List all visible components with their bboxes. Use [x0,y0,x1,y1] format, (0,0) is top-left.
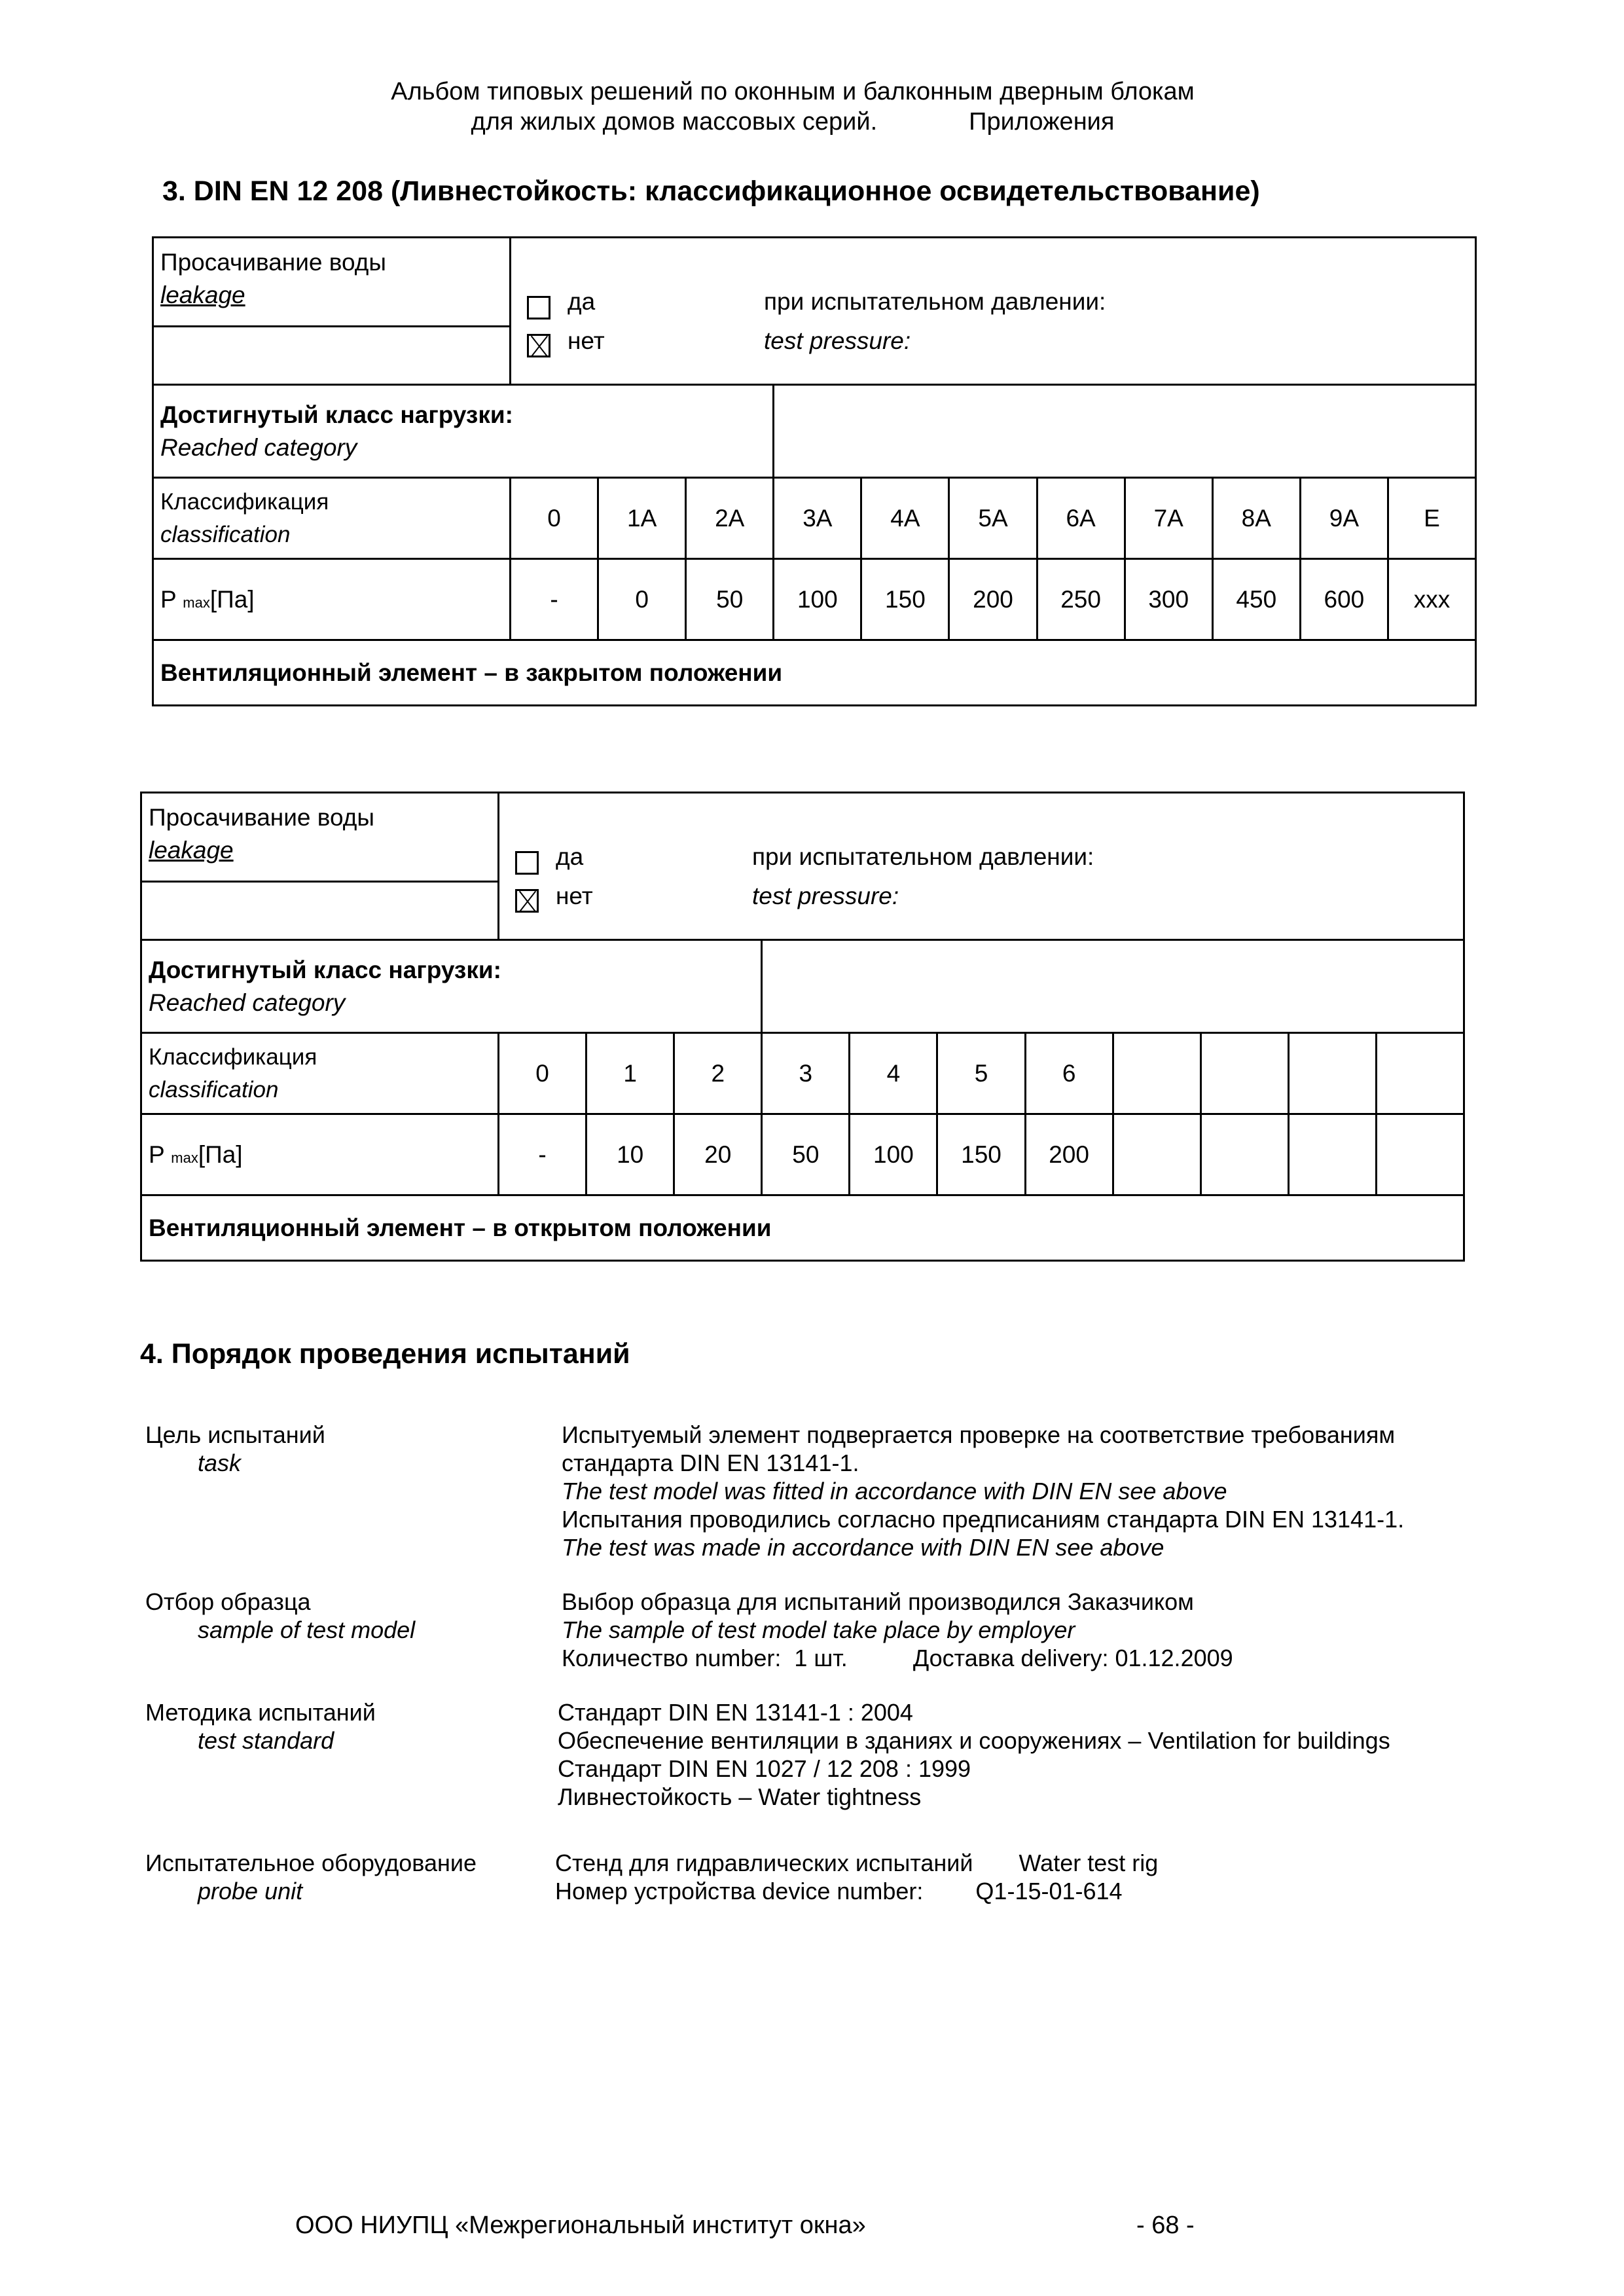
leakage-en: leakage [149,837,234,864]
pmax-cell [1200,1114,1288,1195]
description-line: Обеспечение вентиляции в зданиях и сооружениях – Ventilation for buildings [558,1727,1390,1754]
pmax-cell: 20 [674,1114,762,1195]
pmax-label [153,559,511,640]
procedure-label-en: probe unit [198,1878,303,1904]
pmax-cell: 50 [762,1114,850,1195]
pmax-unit: [Па] [209,585,255,613]
classification-cell: 2 [674,1033,762,1114]
pmax-subscript: max [171,1149,198,1166]
page-number: - 68 - [1136,2212,1195,2239]
description-line: Количество number: 1 шт. Доставка delivery: 01.12.2009 [562,1645,1233,1671]
leakage-options-cell [511,238,1476,385]
classification-cell [1113,1033,1200,1114]
reached-category-value [774,385,1476,478]
pmax-symbol: P [160,585,177,613]
leakage-ru: Просачивание воды [149,804,374,831]
header-line-2 [0,107,1585,137]
pmax-label [141,1114,499,1195]
leakage-label-cell [141,793,499,940]
pmax-cell [1288,1114,1376,1195]
classification-cell [1376,1033,1464,1114]
procedure-description [562,1421,1404,1561]
pmax-cell [1376,1114,1464,1195]
classification-cell: 2A [686,478,774,559]
classification-cell [1200,1033,1288,1114]
classification-label [141,1033,499,1114]
description-line: The sample of test model take place by employer [562,1616,1075,1643]
classification-cell: 6A [1037,478,1125,559]
header-line-1: Альбом типовых решений по оконным и балконным дверным блокам [391,78,1195,105]
classification-label [153,478,511,559]
footer-organization: ООО НИУПЦ «Межрегиональный институт окна» [295,2212,866,2239]
leakage-options-cell [499,793,1464,940]
classification-cell [1288,1033,1376,1114]
pmax-cell: 10 [586,1114,674,1195]
classification-row [153,478,1476,559]
leakage-en: leakage [160,282,245,308]
checkbox-yes[interactable] [515,851,539,875]
pmax-cell: 450 [1212,559,1300,640]
reached-category-value [762,940,1464,1033]
pmax-row [141,1114,1464,1195]
reached-en: Reached category [160,433,357,461]
leakage-ru: Просачивание воды [160,249,386,276]
procedure-label-ru: Отбор образца [145,1588,311,1615]
classification-cell: 7A [1125,478,1212,559]
no-label: нет [568,327,605,354]
header-series: для жилых домов массовых серий. [471,108,878,136]
procedure-label [145,1849,477,1905]
classification-en: classification [149,1076,279,1102]
checkbox-no[interactable] [515,889,539,913]
pressure-en: test pressure: [764,327,911,354]
leakage-label [142,793,497,883]
reached-en: Reached category [149,989,346,1016]
classification-cell: 3 [762,1033,850,1114]
pmax-cell: - [499,1114,586,1195]
leakage-label-cell [153,238,511,385]
pmax-symbol: P [149,1140,165,1168]
yes-label: да [568,288,596,315]
leakage-table-1 [152,236,1477,706]
description-line: стандарта DIN EN 13141-1. [562,1449,859,1476]
classification-ru: Классификация [160,488,329,515]
pmax-cell: 150 [937,1114,1025,1195]
pmax-cell: 50 [686,559,774,640]
classification-cell: 0 [511,478,598,559]
classification-cell: 9A [1300,478,1388,559]
classification-cell: 0 [499,1033,586,1114]
pmax-cell [1113,1114,1200,1195]
procedure-label-en: test standard [198,1727,334,1754]
procedure-label-en: sample of test model [198,1616,416,1643]
classification-cell: 4 [850,1033,937,1114]
pmax-cell: 0 [598,559,686,640]
leakage-table-2 [140,792,1465,1262]
description-line: Номер устройства device number: Q1-15-01-614 [555,1878,1123,1904]
classification-cell: E [1388,478,1475,559]
no-label: нет [556,883,593,909]
procedure-description [562,1588,1233,1672]
pmax-cell: 600 [1300,559,1388,640]
reached-ru: Достигнутый класс нагрузки: [160,401,513,428]
procedure-label [145,1698,376,1755]
pressure-ru: при испытательном давлении: [764,288,1106,315]
classification-cell: 5 [937,1033,1025,1114]
pressure-en: test pressure: [752,883,899,909]
leakage-row [141,793,1464,940]
description-line: Испытания проводились согласно предписаниям стандарта DIN EN 13141-1. [562,1506,1405,1533]
reached-category-label [141,940,762,1033]
classification-en: classification [160,521,291,547]
pmax-cell: 150 [861,559,949,640]
classification-row [141,1033,1464,1114]
pmax-subscript: max [183,594,210,611]
vent-row [153,640,1476,706]
reached-category-row [141,940,1464,1033]
classification-cell: 3A [774,478,861,559]
pmax-unit: [Па] [198,1140,243,1168]
classification-ru: Классификация [149,1044,317,1070]
classification-cell: 1A [598,478,686,559]
classification-cell: 8A [1212,478,1300,559]
pmax-cell: 200 [949,559,1037,640]
reached-category-row [153,385,1476,478]
procedure-label-ru: Испытательное оборудование [145,1850,477,1876]
classification-cell: 6 [1025,1033,1113,1114]
reached-category-label [153,385,774,478]
description-line: The test was made in accordance with DIN EN see above [562,1534,1164,1561]
description-line: Стандарт DIN EN 13141-1 : 2004 [558,1699,913,1726]
pmax-row [153,559,1476,640]
pmax-cell: 300 [1125,559,1212,640]
checkbox-yes[interactable] [527,296,550,319]
procedure-description [558,1698,1390,1811]
checkbox-no[interactable] [527,334,550,357]
pmax-cell: 100 [850,1114,937,1195]
vent-position-label: Вентиляционный элемент – в закрытом положении [153,640,1476,706]
description-line: Ливнестойкость – Water tightness [558,1783,922,1810]
classification-cell: 1 [586,1033,674,1114]
leakage-row [153,238,1476,385]
description-line: The test model was fitted in accordance with DIN EN see above [562,1478,1227,1504]
classification-cell: 4A [861,478,949,559]
section-3-title: 3. DIN EN 12 208 (Ливнестойкость: классификационное освидетельствование) [162,175,1260,207]
pmax-cell: - [511,559,598,640]
vent-position-label: Вентиляционный элемент – в открытом положении [141,1195,1464,1261]
description-line: Испытуемый элемент подвергается проверке на соответствие требованиям [562,1421,1396,1448]
pmax-cell: xxx [1388,559,1475,640]
vent-row [141,1195,1464,1261]
procedure-label-ru: Методика испытаний [145,1699,376,1726]
procedure-description [555,1849,1158,1905]
procedure-label [145,1588,415,1644]
pmax-cell: 200 [1025,1114,1113,1195]
leakage-label [154,238,509,327]
yes-label: да [556,843,584,870]
classification-cell: 5A [949,478,1037,559]
procedure-label [145,1421,325,1477]
procedure-label-en: task [198,1449,242,1476]
reached-ru: Достигнутый класс нагрузки: [149,956,501,983]
section-4-title: 4. Порядок проведения испытаний [140,1338,630,1370]
description-line: Выбор образца для испытаний производился Заказчиком [562,1588,1194,1615]
pmax-cell: 250 [1037,559,1125,640]
pmax-cell: 100 [774,559,861,640]
description-line: Стандарт DIN EN 1027 / 12 208 : 1999 [558,1755,971,1782]
procedure-label-ru: Цель испытаний [145,1421,325,1448]
pressure-ru: при испытательном давлении: [752,843,1094,870]
description-line: Стенд для гидравлических испытаний Water test rig [555,1850,1159,1876]
header-appendix: Приложения [969,108,1115,136]
